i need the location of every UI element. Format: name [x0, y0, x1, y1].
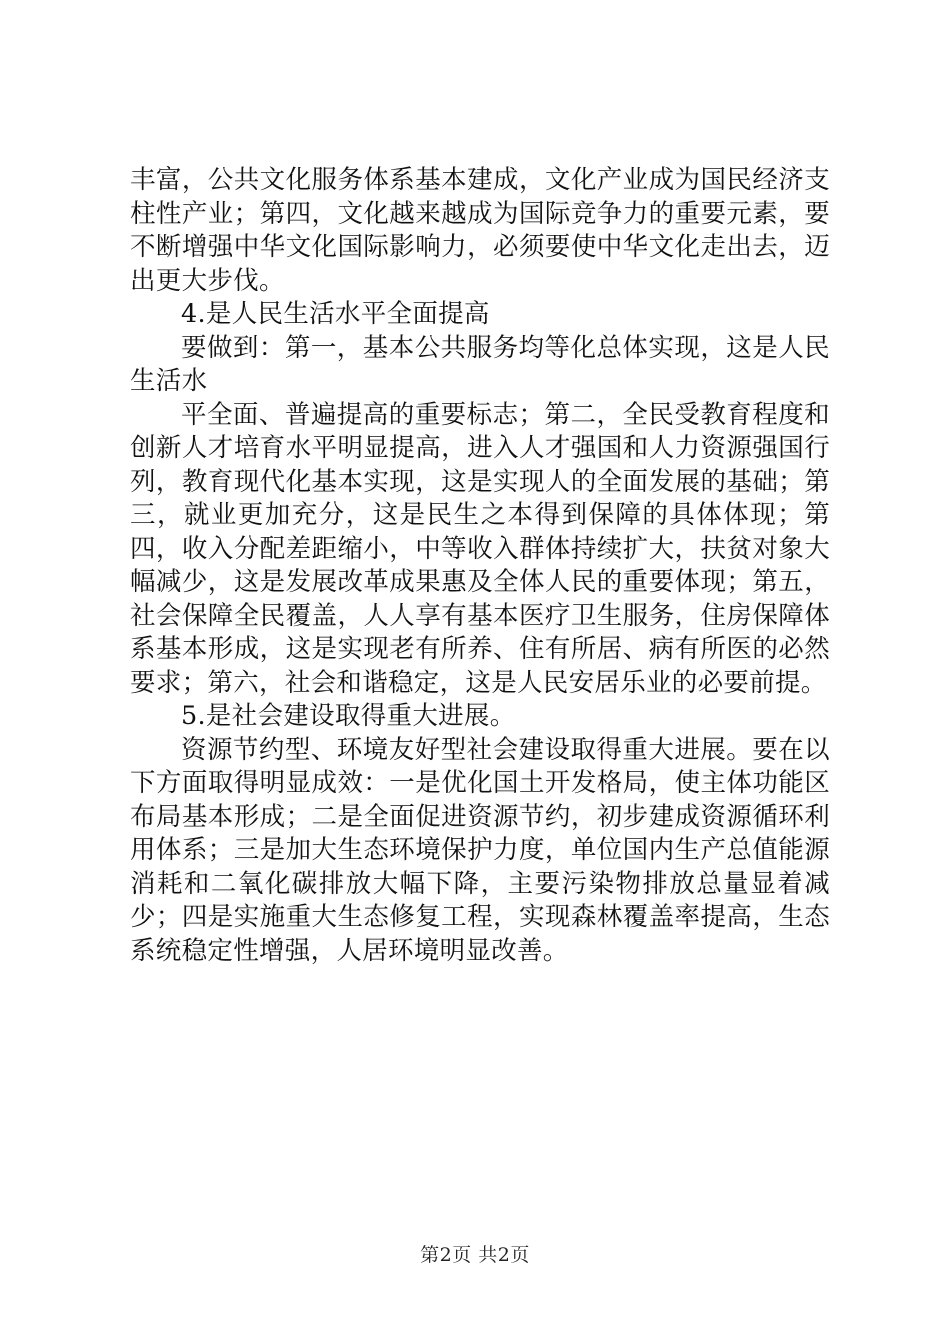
heading-living-standards: 4.是人民生活水平全面提高	[181, 299, 490, 329]
paragraph-culture-continued: 丰富，公共文化服务体系基本建成，文化产业成为国民经济支柱性产业；第四，文化越来越成为国际竞争力的重要元素，要不断增强中华文化国际影响力，必须要使中华文化走出去，迈出更大步伐。	[130, 165, 830, 296]
document-body	[130, 164, 830, 968]
page-number-footer: 第2页 共2页	[420, 1244, 530, 1266]
paragraph-living-standards-intro: 要做到：第一，基本公共服务均等化总体实现，这是人民生活水	[130, 332, 830, 396]
paragraph-living-standards-detail: 平全面、普遍提高的重要标志；第二，全民受教育程度和创新人才培育水平明显提高，进入人才强国和人力资源强国行列，教育现代化基本实现，这是实现人的全面发展的基础；第三，就业更加充分，这是民生之本得到保障的具体体现；第四，收入分配差距缩小，中等收入群体持续扩大，扶贫对象大幅减少，这是发展改革成果惠及全体人民的重要体现；第五，社会保障全民覆盖，人人享有基本医疗卫生服务，住房保障体系基本形成，这是实现老有所养、住有所居、病有所医的必然要求；第六，社会和谐稳定，这是人民安居乐业的必要前提。	[130, 399, 830, 698]
heading-social-construction: 5.是社会建设取得重大进展。	[181, 701, 516, 731]
paragraph-social-construction-detail: 资源节约型、环境友好型社会建设取得重大进展。要在以下方面取得明显成效：一是优化国土开发格局，使主体功能区布局基本形成；二是全面促进资源节约，初步建成资源循环利用体系；三是加大生态环境保护力度，单位国内生产总值能源消耗和二氧化碳排放大幅下降，主要污染物排放总量显着减少；四是实施重大生态修复工程，实现森林覆盖率提高，生态系统稳定性增强，人居环境明显改善。	[130, 734, 830, 966]
